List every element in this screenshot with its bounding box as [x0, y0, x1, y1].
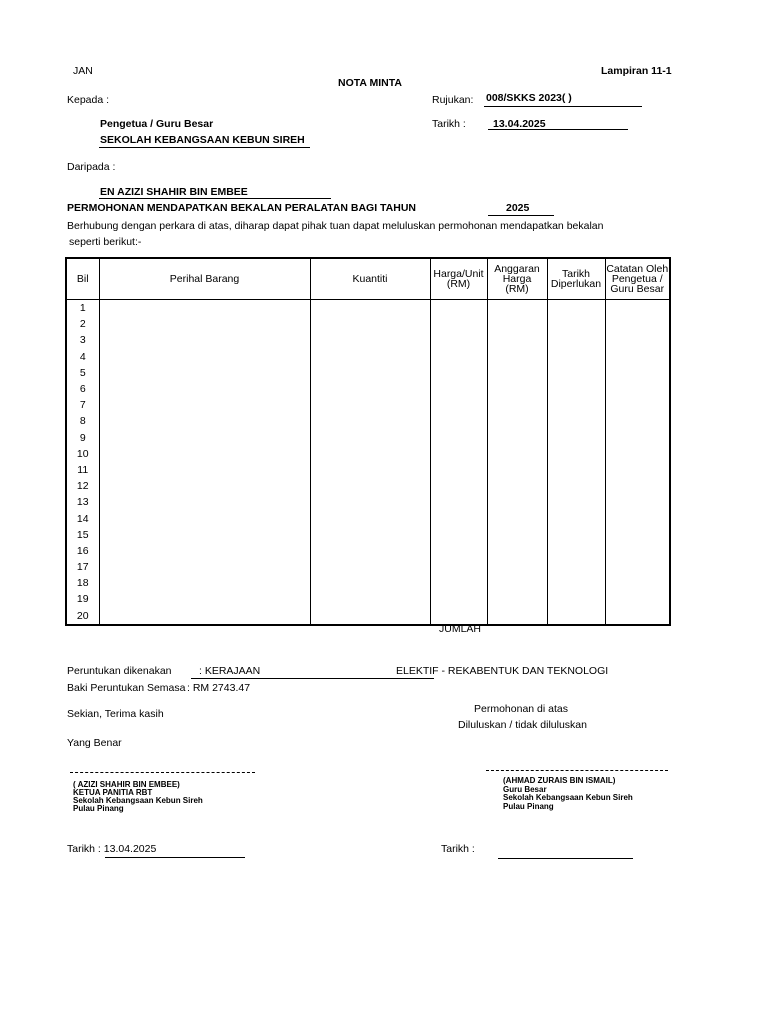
table-cell[interactable]: [605, 510, 670, 526]
table-cell[interactable]: [310, 430, 430, 446]
footer-left-date: Tarikh : 13.04.2025: [67, 843, 157, 855]
recipient-title: Pengetua / Guru Besar: [100, 118, 214, 130]
recipient-label: Kepada :: [67, 94, 110, 106]
row-number: 5: [66, 365, 99, 381]
signatory-right-state: Pulau Pinang: [503, 802, 554, 811]
body-line-2: seperti berikut:-: [69, 236, 142, 248]
table-cell[interactable]: [430, 300, 487, 317]
table-cell[interactable]: [430, 397, 487, 413]
table-cell[interactable]: [430, 332, 487, 348]
table-row: [66, 543, 670, 559]
row-number: 17: [66, 559, 99, 575]
table-cell[interactable]: [310, 527, 430, 543]
year-underline: [488, 215, 554, 216]
table-cell[interactable]: [310, 349, 430, 365]
table-cell[interactable]: [430, 349, 487, 365]
table-row: [66, 365, 670, 381]
table-cell[interactable]: [547, 430, 605, 446]
signatory-right-role: Guru Besar: [503, 785, 547, 794]
table-cell[interactable]: [547, 527, 605, 543]
thanks-text: Sekian, Terima kasih: [67, 708, 164, 720]
signature-line-left: [70, 772, 255, 773]
table-cell[interactable]: [310, 381, 430, 397]
table-cell[interactable]: [547, 300, 605, 317]
table-cell[interactable]: [487, 608, 547, 625]
table-cell[interactable]: [547, 316, 605, 332]
table-cell[interactable]: [605, 494, 670, 510]
table-cell[interactable]: [605, 300, 670, 317]
row-number: 12: [66, 478, 99, 494]
table-row: [66, 413, 670, 429]
table-row: [66, 300, 670, 317]
table-cell[interactable]: [310, 478, 430, 494]
table-cell[interactable]: [310, 608, 430, 625]
signature-line-right: [486, 770, 668, 771]
signatory-left-state: Pulau Pinang: [73, 804, 124, 813]
table-cell[interactable]: [310, 397, 430, 413]
table-cell[interactable]: [487, 543, 547, 559]
table-cell[interactable]: [430, 462, 487, 478]
table-cell[interactable]: [99, 559, 310, 575]
table-cell[interactable]: [547, 462, 605, 478]
table-row: [66, 559, 670, 575]
table-cell[interactable]: [430, 527, 487, 543]
table-cell[interactable]: [547, 478, 605, 494]
balance-label: Baki Peruntukan Semasa: [67, 682, 186, 694]
table-cell[interactable]: [605, 462, 670, 478]
row-number: 13: [66, 494, 99, 510]
sender-name: EN AZIZI SHAHIR BIN EMBEE: [100, 186, 248, 198]
table-cell[interactable]: [487, 494, 547, 510]
table-cell[interactable]: [99, 300, 310, 317]
row-number: 15: [66, 527, 99, 543]
table-cell[interactable]: [605, 527, 670, 543]
table-cell[interactable]: [547, 413, 605, 429]
table-row: [66, 381, 670, 397]
table-cell[interactable]: [547, 494, 605, 510]
table-cell[interactable]: [487, 316, 547, 332]
table-cell[interactable]: [310, 494, 430, 510]
signatory-left-role: KETUA PANITIA RBT: [73, 788, 153, 797]
table-cell[interactable]: [547, 591, 605, 607]
table-cell[interactable]: [99, 365, 310, 381]
row-number: 19: [66, 591, 99, 607]
table-row: [66, 462, 670, 478]
table-cell[interactable]: [99, 349, 310, 365]
row-number: 16: [66, 543, 99, 559]
row-number: 7: [66, 397, 99, 413]
table-cell[interactable]: [99, 494, 310, 510]
row-number: 18: [66, 575, 99, 591]
signatory-right-school: Sekolah Kebangsaan Kebun Sireh: [503, 793, 633, 802]
table-cell[interactable]: [99, 591, 310, 607]
table-cell[interactable]: [605, 349, 670, 365]
table-cell[interactable]: [487, 365, 547, 381]
table-cell[interactable]: [430, 478, 487, 494]
table-cell[interactable]: [547, 446, 605, 462]
table-cell[interactable]: [605, 543, 670, 559]
signatory-left-name: ( AZIZI SHAHIR BIN EMBEE): [73, 780, 180, 789]
table-cell[interactable]: [99, 332, 310, 348]
table-cell[interactable]: [99, 543, 310, 559]
footer-left-date-underline: [105, 857, 245, 858]
table-cell[interactable]: [99, 381, 310, 397]
table-cell[interactable]: [605, 365, 670, 381]
total-label: JUMLAH: [439, 623, 482, 635]
header-tarikh: Tarikh Diperlukan: [547, 258, 605, 300]
table-row: [66, 397, 670, 413]
table-cell[interactable]: [605, 478, 670, 494]
table-cell[interactable]: [310, 332, 430, 348]
table-cell[interactable]: [605, 430, 670, 446]
request-table: [65, 257, 671, 626]
table-cell[interactable]: [487, 413, 547, 429]
table-cell[interactable]: [547, 559, 605, 575]
document-title: NOTA MINTA: [338, 77, 402, 89]
subject-text: PERMOHONAN MENDAPATKAN BEKALAN PERALATAN BAGI TAHUN: [67, 202, 417, 214]
table-cell[interactable]: [99, 413, 310, 429]
table-row: [66, 608, 670, 625]
table-cell[interactable]: [430, 575, 487, 591]
row-number: 20: [66, 608, 99, 625]
table-row: [66, 575, 670, 591]
approval-line-2: Diluluskan / tidak diluluskan: [458, 719, 587, 731]
table-cell[interactable]: [430, 510, 487, 526]
table-cell[interactable]: [310, 575, 430, 591]
table-cell[interactable]: [430, 365, 487, 381]
table-cell[interactable]: [99, 510, 310, 526]
table-cell[interactable]: [547, 543, 605, 559]
table-cell[interactable]: [99, 527, 310, 543]
table-header-row: [66, 258, 670, 300]
sender-underline: [99, 198, 331, 199]
header-kuantiti: Kuantiti: [310, 258, 430, 300]
table-cell[interactable]: [487, 349, 547, 365]
table-cell[interactable]: [310, 316, 430, 332]
allocation-underline: [191, 678, 434, 679]
table-cell[interactable]: [547, 510, 605, 526]
table-row: [66, 478, 670, 494]
table-row: [66, 510, 670, 526]
reference-value: 008/SKKS 2023( ): [486, 92, 572, 104]
table-cell[interactable]: [487, 478, 547, 494]
table-cell[interactable]: [605, 608, 670, 625]
signatory-right-name: (AHMAD ZURAIS BIN ISMAIL): [503, 776, 616, 785]
body-line-1: Berhubung dengan perkara di atas, diharap dapat pihak tuan dapat meluluskan permohonan mendapatkan bekalan: [67, 220, 604, 232]
table-cell[interactable]: [310, 300, 430, 317]
table-cell[interactable]: [487, 397, 547, 413]
table-cell[interactable]: [487, 300, 547, 317]
table-cell[interactable]: [487, 462, 547, 478]
reference-underline: [484, 106, 642, 107]
table-cell[interactable]: [430, 591, 487, 607]
table-cell[interactable]: [430, 316, 487, 332]
table-cell[interactable]: [605, 397, 670, 413]
table-cell[interactable]: [99, 478, 310, 494]
table-cell[interactable]: [430, 559, 487, 575]
row-number: 8: [66, 413, 99, 429]
table-cell[interactable]: [487, 559, 547, 575]
table-cell[interactable]: [310, 510, 430, 526]
table-row: [66, 349, 670, 365]
row-number: 4: [66, 349, 99, 365]
table-cell[interactable]: [430, 413, 487, 429]
table-cell[interactable]: [605, 575, 670, 591]
table-cell[interactable]: [547, 397, 605, 413]
footer-right-date-underline: [498, 858, 633, 859]
table-cell[interactable]: [430, 430, 487, 446]
row-number: 9: [66, 430, 99, 446]
table-cell[interactable]: [605, 316, 670, 332]
month-label: JAN: [73, 65, 93, 77]
row-number: 1: [66, 300, 99, 317]
table-cell[interactable]: [605, 446, 670, 462]
balance-value: : RM 2743.47: [187, 682, 251, 694]
table-row: [66, 430, 670, 446]
header-perihal: Perihal Barang: [99, 258, 310, 300]
table-cell[interactable]: [487, 381, 547, 397]
header-catatan: Catatan Oleh Pengetua / Guru Besar: [605, 258, 670, 300]
table-cell[interactable]: [310, 446, 430, 462]
date-value: 13.04.2025: [493, 118, 546, 130]
table-cell[interactable]: [310, 413, 430, 429]
row-number: 6: [66, 381, 99, 397]
signatory-left-school: Sekolah Kebangsaan Kebun Sireh: [73, 796, 203, 805]
table-cell[interactable]: [430, 381, 487, 397]
table-row: [66, 494, 670, 510]
table-cell[interactable]: [487, 332, 547, 348]
reference-label: Rujukan:: [432, 94, 474, 106]
table-cell[interactable]: [99, 430, 310, 446]
recipient-underline: [99, 147, 310, 148]
yours-text: Yang Benar: [67, 737, 122, 749]
appendix-label: Lampiran 11-1: [601, 65, 672, 77]
table-cell[interactable]: [310, 365, 430, 381]
header-harga: Harga/Unit (RM): [430, 258, 487, 300]
table-row: [66, 527, 670, 543]
table-cell[interactable]: [430, 543, 487, 559]
table-row: [66, 332, 670, 348]
table-row: [66, 591, 670, 607]
table-cell[interactable]: [99, 316, 310, 332]
date-label: Tarikh :: [432, 118, 466, 130]
table-row: [66, 316, 670, 332]
row-number: 10: [66, 446, 99, 462]
table-cell[interactable]: [487, 446, 547, 462]
table-cell[interactable]: [605, 332, 670, 348]
table-cell[interactable]: [430, 494, 487, 510]
table-cell[interactable]: [547, 575, 605, 591]
header-bil: Bil: [66, 258, 99, 300]
table-cell[interactable]: [487, 591, 547, 607]
table-cell[interactable]: [99, 462, 310, 478]
row-number: 3: [66, 332, 99, 348]
row-number: 14: [66, 510, 99, 526]
table-cell[interactable]: [99, 608, 310, 625]
table-cell[interactable]: [310, 462, 430, 478]
table-cell[interactable]: [487, 527, 547, 543]
table-cell[interactable]: [487, 575, 547, 591]
table-cell[interactable]: [547, 608, 605, 625]
table-cell[interactable]: [99, 446, 310, 462]
table-cell[interactable]: [547, 381, 605, 397]
table-cell[interactable]: [310, 591, 430, 607]
date-underline: [488, 129, 628, 130]
footer-right-date-label: Tarikh :: [441, 843, 475, 855]
table-cell[interactable]: [605, 591, 670, 607]
header-anggaran: Anggaran Harga (RM): [487, 258, 547, 300]
table-cell[interactable]: [99, 575, 310, 591]
table-cell[interactable]: [605, 413, 670, 429]
allocation-value: : KERAJAAN: [199, 665, 261, 677]
row-number: 11: [66, 462, 99, 478]
table-cell[interactable]: [99, 397, 310, 413]
table-cell[interactable]: [430, 446, 487, 462]
table-cell[interactable]: [310, 559, 430, 575]
table-cell[interactable]: [487, 510, 547, 526]
elective-text: ELEKTIF - REKABENTUK DAN TEKNOLOGI: [396, 665, 609, 677]
table-cell[interactable]: [487, 430, 547, 446]
table-cell[interactable]: [310, 543, 430, 559]
approval-line-1: Permohonan di atas: [474, 703, 568, 715]
recipient-school: SEKOLAH KEBANGSAAN KEBUN SIREH: [100, 134, 305, 146]
table-row: [66, 446, 670, 462]
row-number: 2: [66, 316, 99, 332]
allocation-label: Peruntukan dikenakan: [67, 665, 172, 677]
table-cell[interactable]: [547, 349, 605, 365]
subject-year: 2025: [506, 202, 530, 214]
table-cell[interactable]: [605, 381, 670, 397]
table-cell[interactable]: [547, 365, 605, 381]
table-cell[interactable]: [547, 332, 605, 348]
sender-label: Daripada :: [67, 161, 116, 173]
table-cell[interactable]: [605, 559, 670, 575]
